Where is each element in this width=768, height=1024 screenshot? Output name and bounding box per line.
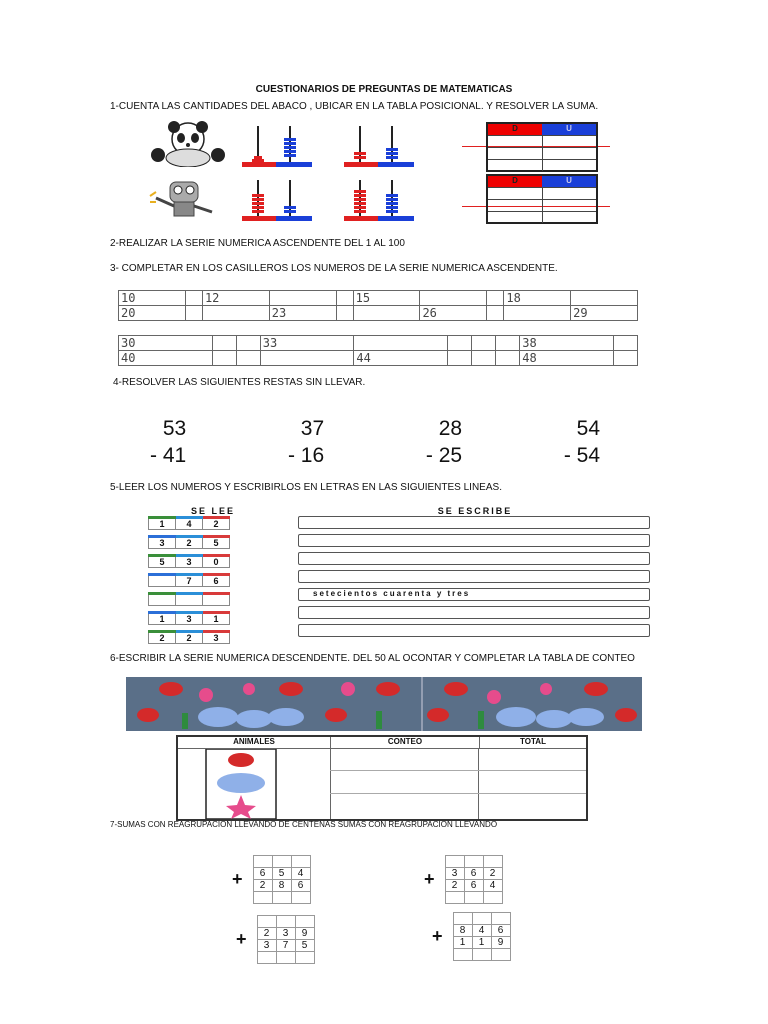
- digit-cell: [149, 594, 176, 606]
- digit-cell: 4: [291, 868, 310, 880]
- question-5: 5-LEER LOS NUMEROS Y ESCRIBIRLOS EN LETRAS EN LAS SIGUIENTES LINEAS.: [110, 482, 502, 493]
- series-cell-filled: 10: [119, 291, 186, 306]
- addition-grid: [453, 912, 511, 961]
- series-cell-blank[interactable]: [185, 306, 202, 321]
- subtrahend: - 25: [425, 444, 463, 467]
- answer-cell[interactable]: [445, 856, 464, 868]
- digit-cell: 2: [253, 880, 272, 892]
- units-header: U: [542, 124, 596, 135]
- series-cell-filled: 33: [260, 336, 354, 351]
- minuend: 54: [576, 417, 600, 440]
- digit-cell: 2: [483, 868, 502, 880]
- se-lee-row: [148, 630, 230, 644]
- se-escribe-header: SE ESCRIBE: [437, 506, 513, 516]
- series-cell-blank[interactable]: [420, 291, 487, 306]
- addition-problem: [232, 855, 311, 904]
- se-lee-row: [148, 592, 230, 606]
- digit-cell: 1: [149, 613, 176, 625]
- answer-cell[interactable]: [291, 892, 310, 904]
- series-row: [119, 336, 638, 351]
- question-3: 3- COMPLETAR EN LOS CASILLEROS LOS NUMEROS DE LA SERIE NUMERICA ASCENDENTE.: [110, 263, 558, 274]
- digit-cell: [176, 594, 203, 606]
- digit-cell: 2: [149, 632, 176, 644]
- answer-cell[interactable]: [257, 952, 276, 964]
- write-line[interactable]: [298, 624, 650, 637]
- series-cell-filled: 26: [420, 306, 487, 321]
- series-cell-filled: 18: [504, 291, 571, 306]
- digit-cell: 1: [203, 613, 230, 625]
- addition-grid: [445, 855, 503, 904]
- series-cell-blank[interactable]: [269, 291, 336, 306]
- se-escribe-lines: [298, 516, 650, 642]
- digit-cell: 6: [491, 925, 510, 937]
- digit-cell: 3: [276, 928, 295, 940]
- tens-header: D: [512, 176, 518, 185]
- digit-cell: 5: [272, 868, 291, 880]
- animal-scene: [126, 677, 642, 731]
- crab-icon: [228, 753, 254, 767]
- plus-icon: +: [232, 869, 243, 889]
- series-table-2: [118, 335, 638, 366]
- subtractions: [150, 415, 600, 469]
- starfish-icon: [226, 795, 256, 819]
- tens-header: D: [512, 124, 518, 133]
- se-lee-row: [148, 516, 230, 530]
- se-lee-row: [148, 535, 230, 549]
- answer-cell[interactable]: [472, 913, 491, 925]
- answer-cell[interactable]: [276, 952, 295, 964]
- minuend: 37: [300, 417, 325, 440]
- answer-cell[interactable]: [453, 949, 472, 961]
- digit-cell: 4: [472, 925, 491, 937]
- minuend: 28: [438, 417, 463, 440]
- robot-icon: [144, 176, 224, 222]
- units-header: U: [542, 176, 596, 187]
- series-table-1: [118, 290, 638, 321]
- answer-cell[interactable]: [453, 913, 472, 925]
- se-lee-header: SE LEE: [190, 506, 235, 516]
- series-cell-filled: 48: [520, 351, 614, 366]
- digit-cell: 6: [464, 868, 483, 880]
- answer-cell[interactable]: [491, 913, 510, 925]
- subtraction-problem: [426, 415, 462, 469]
- page-title: CUESTIONARIOS DE PREGUNTAS DE MATEMATICAS: [255, 84, 513, 95]
- series-cell-filled: 40: [119, 351, 213, 366]
- addition-problem: [424, 855, 503, 904]
- question-2: 2-REALIZAR LA SERIE NUMERICA ASCENDENTE DEL 1 AL 100: [110, 238, 405, 249]
- series-cell-blank[interactable]: [448, 351, 472, 366]
- se-lee-row: [148, 554, 230, 568]
- digit-cell: 9: [491, 937, 510, 949]
- answer-cell[interactable]: [464, 856, 483, 868]
- digit-cell: 8: [272, 880, 291, 892]
- digit-cell: 9: [295, 928, 314, 940]
- plus-icon: +: [424, 869, 435, 889]
- digit-cell: 3: [149, 537, 176, 549]
- series-cell-blank[interactable]: [448, 336, 472, 351]
- answer-cell[interactable]: [295, 916, 314, 928]
- abacus-1: [240, 122, 320, 168]
- se-lee-table: [148, 516, 230, 649]
- subtrahend: - 41: [150, 444, 187, 467]
- answer-cell[interactable]: [291, 856, 310, 868]
- write-line[interactable]: [298, 516, 650, 529]
- series-cell-blank[interactable]: [336, 306, 353, 321]
- series-cell-filled: 44: [354, 351, 448, 366]
- subtrahend: - 54: [563, 444, 600, 467]
- subtrahend: - 16: [287, 444, 325, 467]
- digit-cell: 6: [291, 880, 310, 892]
- answer-cell[interactable]: [253, 892, 272, 904]
- series-cell-filled: 29: [571, 306, 638, 321]
- write-line[interactable]: setecientos cuarenta y tres: [298, 588, 650, 601]
- digit-cell: 4: [176, 518, 203, 530]
- answer-cell[interactable]: [472, 949, 491, 961]
- series-cell-blank[interactable]: [571, 291, 638, 306]
- conteo-header: CONTEO: [330, 737, 479, 748]
- digit-cell: 0: [203, 556, 230, 568]
- digit-cell: 6: [203, 575, 230, 587]
- digit-cell: 7: [276, 940, 295, 952]
- digit-cell: 5: [203, 537, 230, 549]
- animales-header: ANIMALES: [233, 737, 275, 746]
- whale-icon: [217, 773, 265, 793]
- series-cell-filled: 15: [353, 291, 420, 306]
- series-cell-blank[interactable]: [212, 336, 236, 351]
- series-cell-blank[interactable]: [260, 351, 354, 366]
- question-6: 6-ESCRIBIR LA SERIE NUMERICA DESCENDENTE. DEL 50 AL OCONTAR Y COMPLETAR LA TABLA DE CONTEO: [110, 653, 635, 664]
- series-cell-filled: 23: [269, 306, 336, 321]
- answer-cell[interactable]: [272, 892, 291, 904]
- digit-cell: 5: [295, 940, 314, 952]
- answer-cell[interactable]: [483, 892, 502, 904]
- series-cell-blank[interactable]: [354, 336, 448, 351]
- answer-cell[interactable]: [464, 892, 483, 904]
- answer-cell[interactable]: [257, 916, 276, 928]
- series-cell-blank[interactable]: [487, 306, 504, 321]
- animal-icons: [204, 749, 278, 819]
- series-cell-filled: 12: [202, 291, 269, 306]
- series-cell-blank[interactable]: [236, 336, 260, 351]
- write-line[interactable]: [298, 552, 650, 565]
- series-cell-blank[interactable]: [472, 336, 496, 351]
- series-cell-blank[interactable]: [336, 291, 353, 306]
- digit-cell: 7: [176, 575, 203, 587]
- answer-cell[interactable]: [445, 892, 464, 904]
- series-cell-blank[interactable]: [472, 351, 496, 366]
- digit-cell: 3: [257, 940, 276, 952]
- answer-cell[interactable]: [483, 856, 502, 868]
- answer-cell[interactable]: [491, 949, 510, 961]
- digit-cell: 2: [203, 518, 230, 530]
- series-cell-blank[interactable]: [353, 306, 420, 321]
- digit-cell: 2: [176, 632, 203, 644]
- subtraction-problem: [150, 415, 186, 469]
- write-line[interactable]: [298, 606, 650, 619]
- series-cell-blank[interactable]: [613, 336, 637, 351]
- conteo-table: [176, 735, 588, 821]
- addition-problem: [432, 912, 511, 961]
- abacus-2: [342, 122, 422, 168]
- question-4: 4-RESOLVER LAS SIGUIENTES RESTAS SIN LLEVAR.: [113, 377, 366, 388]
- digit-cell: 3: [445, 868, 464, 880]
- series-cell-blank[interactable]: [496, 351, 520, 366]
- write-line[interactable]: [298, 534, 650, 547]
- series-cell-blank[interactable]: [212, 351, 236, 366]
- digit-cell: 5: [149, 556, 176, 568]
- digit-cell: 6: [253, 868, 272, 880]
- series-cell-blank[interactable]: [496, 336, 520, 351]
- question-7: 7-SUMAS CON REAGRUPACION LLEVANDO DE CENTENAS SUMAS CON REAGRUPACION LLEVANDO: [110, 820, 498, 829]
- digit-cell: 2: [257, 928, 276, 940]
- digit-cell: 1: [472, 937, 491, 949]
- digit-cell: [149, 575, 176, 587]
- series-cell-filled: 30: [119, 336, 213, 351]
- series-row: [119, 306, 638, 321]
- panda-icon: [148, 121, 228, 167]
- digit-cell: 6: [464, 880, 483, 892]
- answer-cell[interactable]: [253, 856, 272, 868]
- series-cell-blank[interactable]: [613, 351, 637, 366]
- addition-problem: [236, 915, 315, 964]
- digit-cell: 2: [176, 537, 203, 549]
- digit-cell: 1: [149, 518, 176, 530]
- minuend: 53: [162, 417, 187, 440]
- digit-cell: 2: [445, 880, 464, 892]
- digit-cell: 1: [453, 937, 472, 949]
- digit-cell: 3: [176, 613, 203, 625]
- addition-grid: [253, 855, 311, 904]
- series-cell-blank[interactable]: [236, 351, 260, 366]
- subtraction-problem: [564, 415, 600, 469]
- question-1: 1-CUENTA LAS CANTIDADES DEL ABACO , UBICAR EN LA TABLA POSICIONAL. Y RESOLVER LA SUMA.: [110, 101, 599, 112]
- series-row: [119, 351, 638, 366]
- total-header: TOTAL: [479, 737, 586, 748]
- addition-grid: [257, 915, 315, 964]
- answer-cell[interactable]: [295, 952, 314, 964]
- series-cell-blank[interactable]: [185, 291, 202, 306]
- series-cell-blank[interactable]: [504, 306, 571, 321]
- series-row: [119, 291, 638, 306]
- abacus-3: [240, 176, 320, 222]
- se-lee-row: [148, 573, 230, 587]
- series-cell-filled: 20: [119, 306, 186, 321]
- digit-cell: 4: [483, 880, 502, 892]
- series-cell-filled: 38: [520, 336, 614, 351]
- plus-icon: +: [432, 926, 443, 946]
- subtraction-problem: [288, 415, 324, 469]
- write-line[interactable]: [298, 570, 650, 583]
- answer-cell[interactable]: [276, 916, 295, 928]
- answer-cell[interactable]: [272, 856, 291, 868]
- se-lee-row: [148, 611, 230, 625]
- abacus-4: [342, 176, 422, 222]
- digit-cell: 3: [176, 556, 203, 568]
- digit-cell: [203, 594, 230, 606]
- plus-icon: +: [236, 929, 247, 949]
- position-table-2: [486, 174, 598, 224]
- digit-cell: 3: [203, 632, 230, 644]
- digit-cell: 8: [453, 925, 472, 937]
- series-cell-blank[interactable]: [487, 291, 504, 306]
- series-cell-blank[interactable]: [202, 306, 269, 321]
- position-table-1: [486, 122, 598, 172]
